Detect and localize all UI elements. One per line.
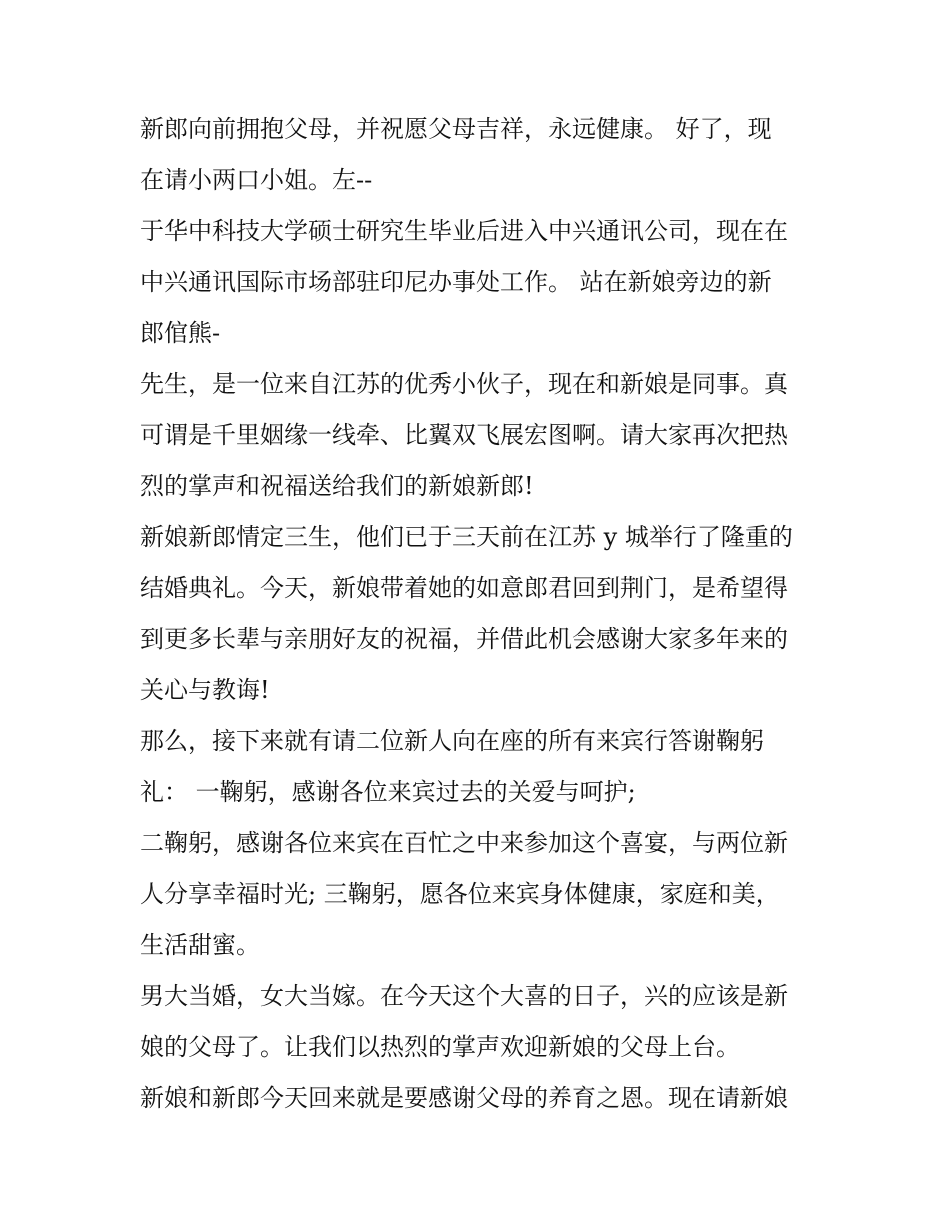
text-line: 新娘和新郎今天回来就是要感谢父母的养育之恩。现在请新娘 <box>140 1084 788 1112</box>
body-text <box>140 104 820 1124</box>
text-line: 郎倌熊- <box>140 319 221 347</box>
text-line: 那么，接下来就有请二位新人向在座的所有来宾行答谢鞠躬 <box>140 727 764 755</box>
text-line: 新郎向前拥抱父母，并祝愿父母吉祥，永远健康。 好了，现 <box>140 115 772 143</box>
text-line: 在请小两口小姐。左-- <box>140 166 373 194</box>
text-line: 礼： 一鞠躬，感谢各位来宾过去的关爱与呵护; <box>140 778 636 806</box>
text-line: 中兴通讯国际市场部驻印尼办事处工作。 站在新娘旁边的新 <box>140 268 772 296</box>
text-line: 结婚典礼。今天，新娘带着她的如意郎君回到荆门，是希望得 <box>140 574 788 602</box>
text-line: 关心与教诲! <box>140 676 270 704</box>
text-line: 于华中科技大学硕士研究生毕业后进入中兴通讯公司，现在在 <box>140 217 788 245</box>
text-line: 可谓是千里姻缘一线牵、比翼双飞展宏图啊。请大家再次把热 <box>140 421 788 449</box>
text-line: 新娘新郎情定三生，他们已于三天前在江苏 y 城举行了隆重的 <box>140 523 793 551</box>
text-line: 二鞠躬，感谢各位来宾在百忙之中来参加这个喜宴，与两位新 <box>140 829 788 857</box>
text-line: 烈的掌声和祝福送给我们的新娘新郎! <box>140 472 534 500</box>
text-line: 人分享幸福时光; 三鞠躬，愿各位来宾身体健康，家庭和美， <box>140 880 780 908</box>
text-line: 娘的父母了。让我们以热烈的掌声欢迎新娘的父母上台。 <box>140 1033 740 1061</box>
text-line: 生活甜蜜。 <box>140 931 260 959</box>
text-line: 男大当婚，女大当嫁。在今天这个大喜的日子，兴的应该是新 <box>140 982 788 1010</box>
text-line: 先生，是一位来自江苏的优秀小伙子，现在和新娘是同事。真 <box>140 370 788 398</box>
text-line: 到更多长辈与亲朋好友的祝福，并借此机会感谢大家多年来的 <box>140 625 788 653</box>
